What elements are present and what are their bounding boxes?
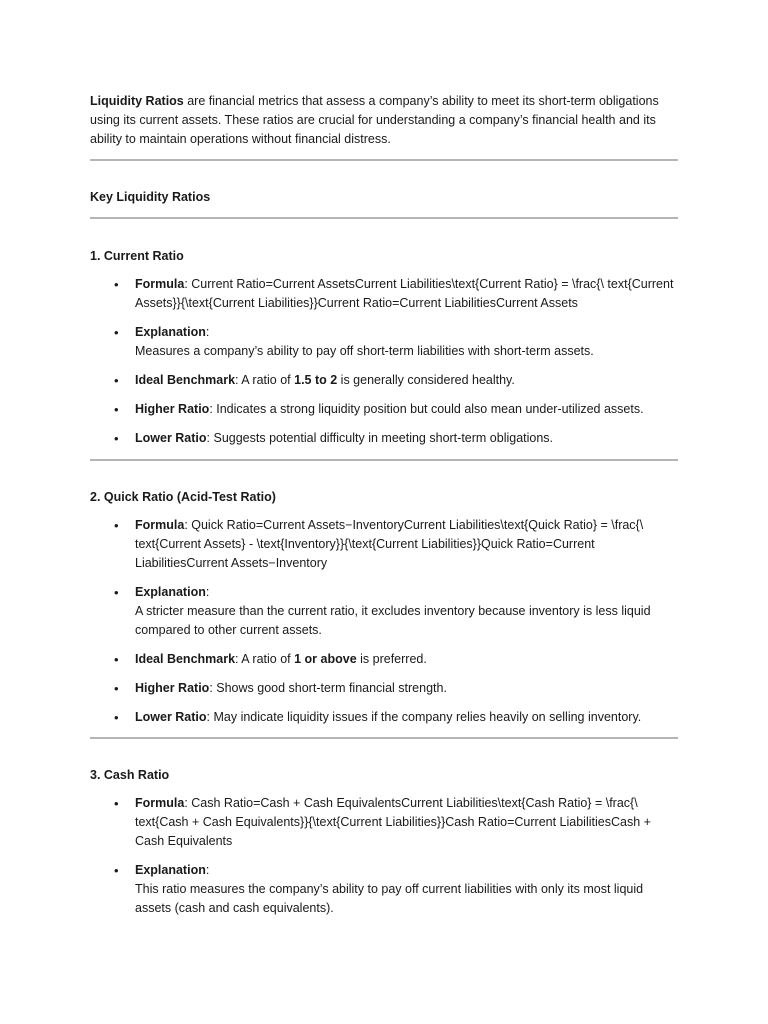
divider [90, 159, 678, 161]
formula-label: Formula [135, 518, 185, 532]
divider [90, 737, 678, 739]
explanation-colon: : [205, 325, 210, 339]
list-item-formula [90, 275, 680, 313]
benchmark-post: is preferred. [356, 652, 427, 666]
intro-text: are financial metrics that assess a company’s ability to meet its short-term obligations using its current assets. These ratios are crucial for understanding a company’s financial health and its ability to maintain operations without financial distress. [90, 94, 659, 146]
explanation-colon: : [205, 863, 210, 877]
lower-label: Lower Ratio [135, 710, 207, 724]
higher-text: : Indicates a strong liquidity position but could also mean under-utilized assets. [209, 402, 644, 416]
key-heading: Key Liquidity Ratios [90, 190, 211, 204]
benchmark-label: Ideal Benchmark [135, 373, 236, 387]
explanation-text: Measures a company’s ability to pay off short-term liabilities with short-term assets. [135, 344, 594, 358]
list-item-explanation [90, 583, 680, 640]
lower-text: : Suggests potential difficulty in meeting short-term obligations. [206, 431, 554, 445]
higher-label: Higher Ratio [135, 402, 210, 416]
intro-term: Liquidity Ratios [90, 94, 184, 108]
section-heading-quick-ratio: 2. Quick Ratio (Acid-Test Ratio) [90, 490, 276, 504]
list-item-lower [90, 429, 680, 448]
list-item-formula [90, 794, 680, 851]
list-item-lower [90, 708, 680, 727]
current-ratio-list [90, 275, 680, 448]
benchmark-pre: : A ratio of [235, 652, 295, 666]
list-item-formula [90, 516, 680, 573]
formula-label: Formula [135, 796, 185, 810]
list-item-higher [90, 400, 680, 419]
higher-text: : Shows good short-term financial strength. [209, 681, 447, 695]
benchmark-value: 1.5 to 2 [294, 373, 338, 387]
explanation-colon: : [205, 585, 210, 599]
benchmark-pre: : A ratio of [235, 373, 295, 387]
explanation-text: This ratio measures the company’s ability to pay off current liabilities with only its most liquid assets (cash and cash equivalents). [135, 882, 644, 915]
list-item-benchmark [90, 650, 680, 669]
explanation-label: Explanation [135, 585, 206, 599]
list-item-explanation [90, 323, 680, 361]
lower-text: : May indicate liquidity issues if the company relies heavily on selling inventory. [206, 710, 642, 724]
divider [90, 459, 678, 461]
list-item-higher [90, 679, 680, 698]
explanation-label: Explanation [135, 325, 206, 339]
formula-label: Formula [135, 277, 185, 291]
benchmark-label: Ideal Benchmark [135, 652, 236, 666]
intro-paragraph [90, 92, 680, 149]
cash-ratio-list [90, 794, 680, 918]
formula-text: : Cash Ratio=Cash + Cash EquivalentsCurrent Liabilities\text{Cash Ratio} = \frac{\ text{Cash + Cash Equivalents}}{\text{Current Liabilities}}Cash Ratio=Current LiabilitiesCash + Cash Equivalents [135, 796, 651, 848]
section-heading-current-ratio: 1. Current Ratio [90, 249, 184, 263]
benchmark-post: is generally considered healthy. [337, 373, 515, 387]
lower-label: Lower Ratio [135, 431, 207, 445]
list-item-benchmark [90, 371, 680, 390]
explanation-label: Explanation [135, 863, 206, 877]
benchmark-value: 1 or above [294, 652, 357, 666]
higher-label: Higher Ratio [135, 681, 210, 695]
formula-text: : Quick Ratio=Current Assets−InventoryCurrent Liabilities\text{Quick Ratio} = \frac{\ text{Current Assets} - \text{Inventory}}{\text{Current Liabilities}}Quick Ratio=Current LiabilitiesCurrent Assets−Inventory [135, 518, 644, 570]
list-item-explanation [90, 861, 680, 918]
section-heading-cash-ratio: 3. Cash Ratio [90, 768, 170, 782]
divider [90, 217, 678, 219]
explanation-text: A stricter measure than the current ratio, it excludes inventory because inventory is less liquid compared to other current assets. [135, 604, 651, 637]
quick-ratio-list [90, 516, 680, 727]
formula-text: : Current Ratio=Current AssetsCurrent Liabilities\text{Current Ratio} = \frac{\ text{Current Assets}}{\text{Current Liabilities}}Current Ratio=Current LiabilitiesCurrent Assets [135, 277, 674, 310]
